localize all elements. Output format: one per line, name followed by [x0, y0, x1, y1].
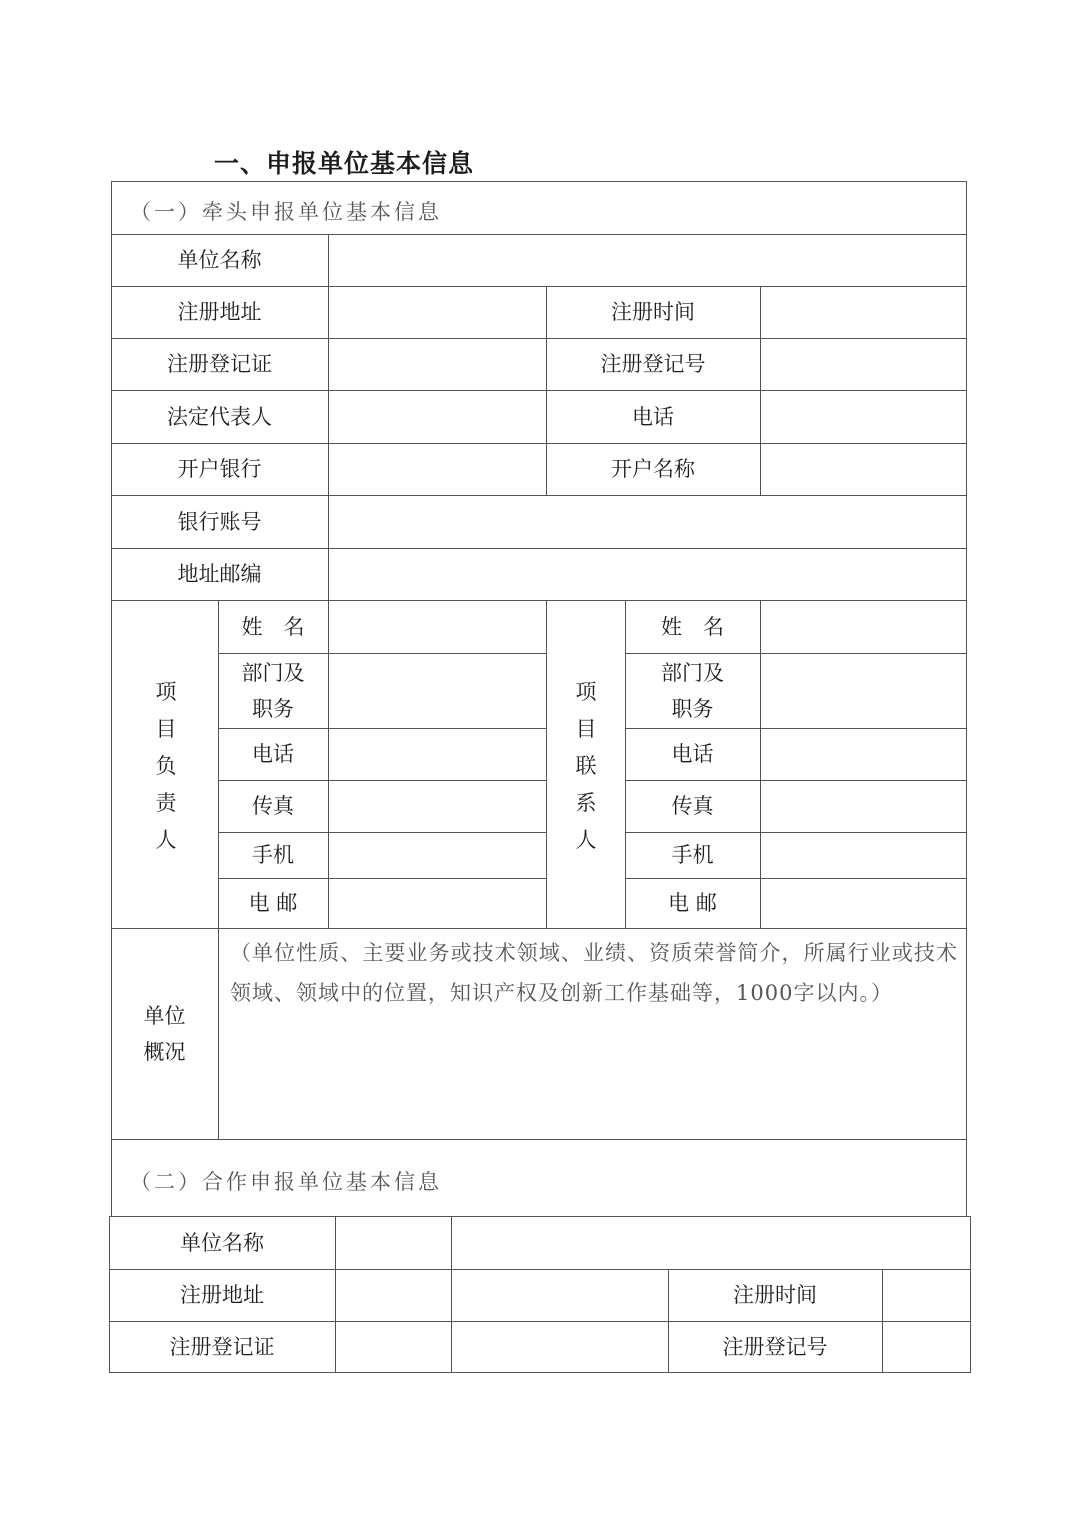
manager-email-field[interactable]: [328, 878, 546, 928]
bank-field[interactable]: [328, 443, 546, 495]
partner-section-title: （二）合作申报单位基本信息: [130, 1170, 442, 1194]
reg-no-field[interactable]: [760, 338, 967, 390]
partner-unit-name-field[interactable]: [335, 1216, 451, 1269]
contact-dept-field[interactable]: [760, 653, 967, 728]
postcode-field[interactable]: [328, 548, 967, 600]
partner-reg-address-field-2[interactable]: [451, 1269, 668, 1321]
manager-dept-label: 部门及 职务: [241, 660, 305, 721]
legal-rep-label: 法定代表人: [167, 404, 272, 429]
phone-field[interactable]: [760, 390, 967, 443]
partner-reg-cert-label: 注册登记证: [169, 1335, 275, 1359]
manager-dept-field[interactable]: [328, 653, 546, 728]
bank-account-field[interactable]: [328, 495, 967, 548]
legal-rep-field[interactable]: [328, 390, 546, 443]
contact-name-field[interactable]: [760, 600, 967, 653]
contact-dept-label: 部门及 职务: [661, 660, 724, 721]
partner-reg-address-label: 注册地址: [180, 1283, 264, 1307]
reg-no-label: 注册登记号: [600, 352, 706, 376]
partner-unit-name-field-2[interactable]: [451, 1216, 971, 1269]
contact-email-field[interactable]: [760, 878, 967, 928]
bank-label: 开户银行: [177, 457, 262, 481]
partner-reg-no-label: 注册登记号: [722, 1335, 828, 1359]
contact-mobile-label: 手机: [671, 843, 714, 867]
postcode-label: 地址邮编: [177, 562, 262, 586]
row-divider: [111, 1139, 967, 1140]
partner-reg-cert-field-2[interactable]: [451, 1321, 668, 1373]
manager-phone-field[interactable]: [328, 728, 546, 780]
contact-phone-field[interactable]: [760, 728, 967, 780]
partner-reg-time-label: 注册时间: [733, 1283, 817, 1307]
reg-time-field[interactable]: [760, 286, 967, 338]
manager-phone-label: 电话: [252, 742, 294, 766]
row-divider: [111, 928, 967, 929]
partner-reg-cert-field[interactable]: [335, 1321, 451, 1373]
col-divider: [546, 600, 547, 928]
reg-address-label: 注册地址: [177, 300, 262, 324]
overview-field[interactable]: （单位性质、主要业务或技术领域、业绩、资质荣誉简介，所属行业或技术领域、领域中的位置，知识产权及创新工作基础等，1000字以内。）: [230, 941, 958, 1005]
unit-name-label: 单位名称: [177, 248, 262, 272]
reg-address-field[interactable]: [328, 286, 546, 338]
unit-name-field[interactable]: [328, 234, 967, 286]
account-name-field[interactable]: [760, 443, 967, 495]
manager-email-label: 电 邮: [248, 891, 298, 915]
account-name-label: 开户名称: [611, 457, 695, 481]
partner-reg-time-field[interactable]: [882, 1269, 971, 1321]
manager-fax-field[interactable]: [328, 780, 546, 832]
manager-fax-label: 传真: [252, 794, 294, 818]
contact-name-label: 姓 名: [661, 614, 724, 639]
manager-mobile-label: 手机: [252, 843, 294, 867]
overview-label: 单位 概况: [143, 1003, 186, 1064]
partner-reg-no-field[interactable]: [882, 1321, 971, 1373]
manager-name-label: 姓 名: [241, 614, 305, 639]
reg-cert-label: 注册登记证: [167, 352, 272, 376]
partner-unit-name-label: 单位名称: [180, 1230, 264, 1255]
contact-email-label: 电 邮: [668, 891, 717, 915]
partner-reg-address-field[interactable]: [335, 1269, 451, 1321]
contact-fax-label: 传真: [671, 794, 714, 818]
page-heading: 一、申报单位基本信息: [214, 149, 475, 178]
contact-phone-label: 电话: [671, 742, 714, 766]
project-contact-label: 项 目 联 系 人: [575, 680, 597, 852]
reg-time-label: 注册时间: [611, 300, 695, 324]
manager-mobile-field[interactable]: [328, 832, 546, 878]
contact-mobile-field[interactable]: [760, 832, 967, 878]
project-manager-label: 项 目 负 责 人: [155, 680, 177, 852]
reg-cert-field[interactable]: [328, 338, 546, 390]
lead-section-title: （一）牵头申报单位基本信息: [130, 200, 442, 224]
contact-fax-field[interactable]: [760, 780, 967, 832]
phone-label: 电话: [632, 404, 674, 429]
bank-account-label: 银行账号: [177, 509, 262, 534]
manager-name-field[interactable]: [328, 600, 546, 653]
